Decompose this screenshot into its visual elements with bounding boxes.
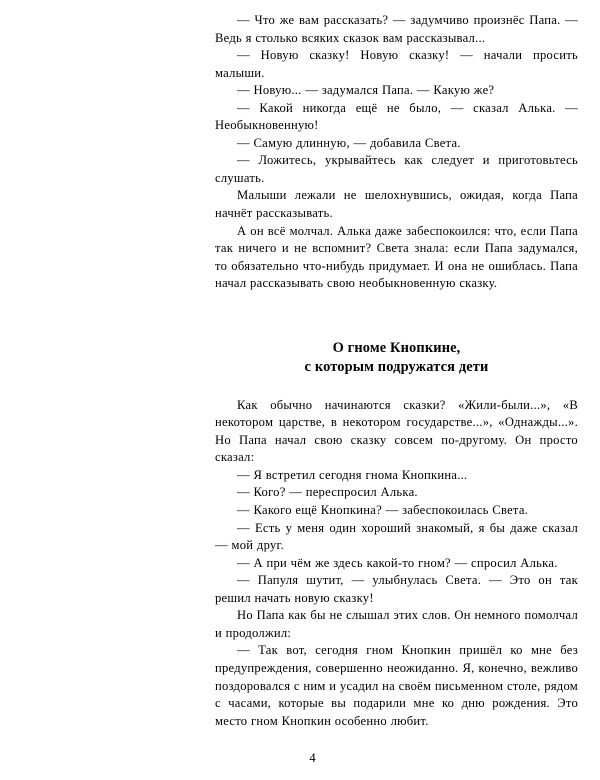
- text-block: [215, 12, 578, 768]
- paragraph: — Самую длинную, — добавила Света.: [237, 135, 461, 150]
- paragraph: — Кого? — переспросил Алька.: [237, 485, 418, 500]
- paragraph: — Так вот, сегодня гном Кнопкин пришёл ко мне без предупреждения, совершенно неожиданно. Я, конечно, вежливо поздоровался с ним и усадил на своём письменном столе, рядом с часами, которые вы подарили мне ко дню рождения. Это место гном Кнопкин особенно любит.: [215, 643, 578, 728]
- paragraph: — Новую... — задумался Папа. — Какую же?: [237, 83, 495, 98]
- page-number: 4: [309, 751, 316, 765]
- paragraph: — Какой никогда ещё не было, — сказал Алька. — Необыкновенную!: [215, 100, 578, 133]
- body-text-after-heading: [215, 397, 578, 730]
- paragraph: — А при чём же здесь какой-то гном? — спросил Алька.: [237, 555, 558, 570]
- chapter-title-line-1: О гноме Кнопкине,: [332, 339, 461, 356]
- paragraph: — Новую сказку! Новую сказку! — начали просить малыши.: [215, 48, 578, 80]
- paragraph: Как обычно начинаются сказки? «Жили-были...», «В некотором царстве, в некотором государстве...», «Однажды...». Но Папа начал свою сказку совсем по-другому. Он просто сказал:: [215, 397, 578, 465]
- paragraph: — Что же вам рассказать? — задумчиво произнёс Папа. — Ведь я столько всяких сказок вам рассказывал...: [215, 13, 578, 45]
- paragraph: — Есть у меня один хороший знакомый, я бы даже сказал — мой друг.: [215, 520, 578, 553]
- chapter-title: [215, 293, 578, 397]
- chapter-title-line-2: с которым подружатся дети: [304, 358, 489, 375]
- paragraph: Малыши лежали не шелохнувшись, ожидая, когда Папа начнёт рассказывать.: [215, 188, 578, 221]
- paragraph: — Папуля шутит, — улыбнулась Света. — Это он так решил начать новую сказку!: [215, 573, 578, 605]
- body-text-before-heading: [215, 12, 578, 293]
- paragraph: — Какого ещё Кнопкина? — забеспокоилась Света.: [237, 503, 529, 518]
- paragraph: А он всё молчал. Алька даже забеспокоился: что, если Папа так ничего и не вспомнит? Света знала: если Папа задумался, то обязательно что-нибудь придумает. И она не ошиблась. Папа начал рассказывать свою необыкновенную сказку.: [215, 223, 578, 291]
- paragraph: Но Папа как бы не слышал этих слов. Он немного помолчал и продолжил:: [215, 608, 578, 640]
- paragraph: — Ложитесь, укрывайтесь как следует и приготовьтесь слушать.: [215, 153, 578, 185]
- paragraph: — Я встретил сегодня гнома Кнопкина...: [237, 467, 468, 482]
